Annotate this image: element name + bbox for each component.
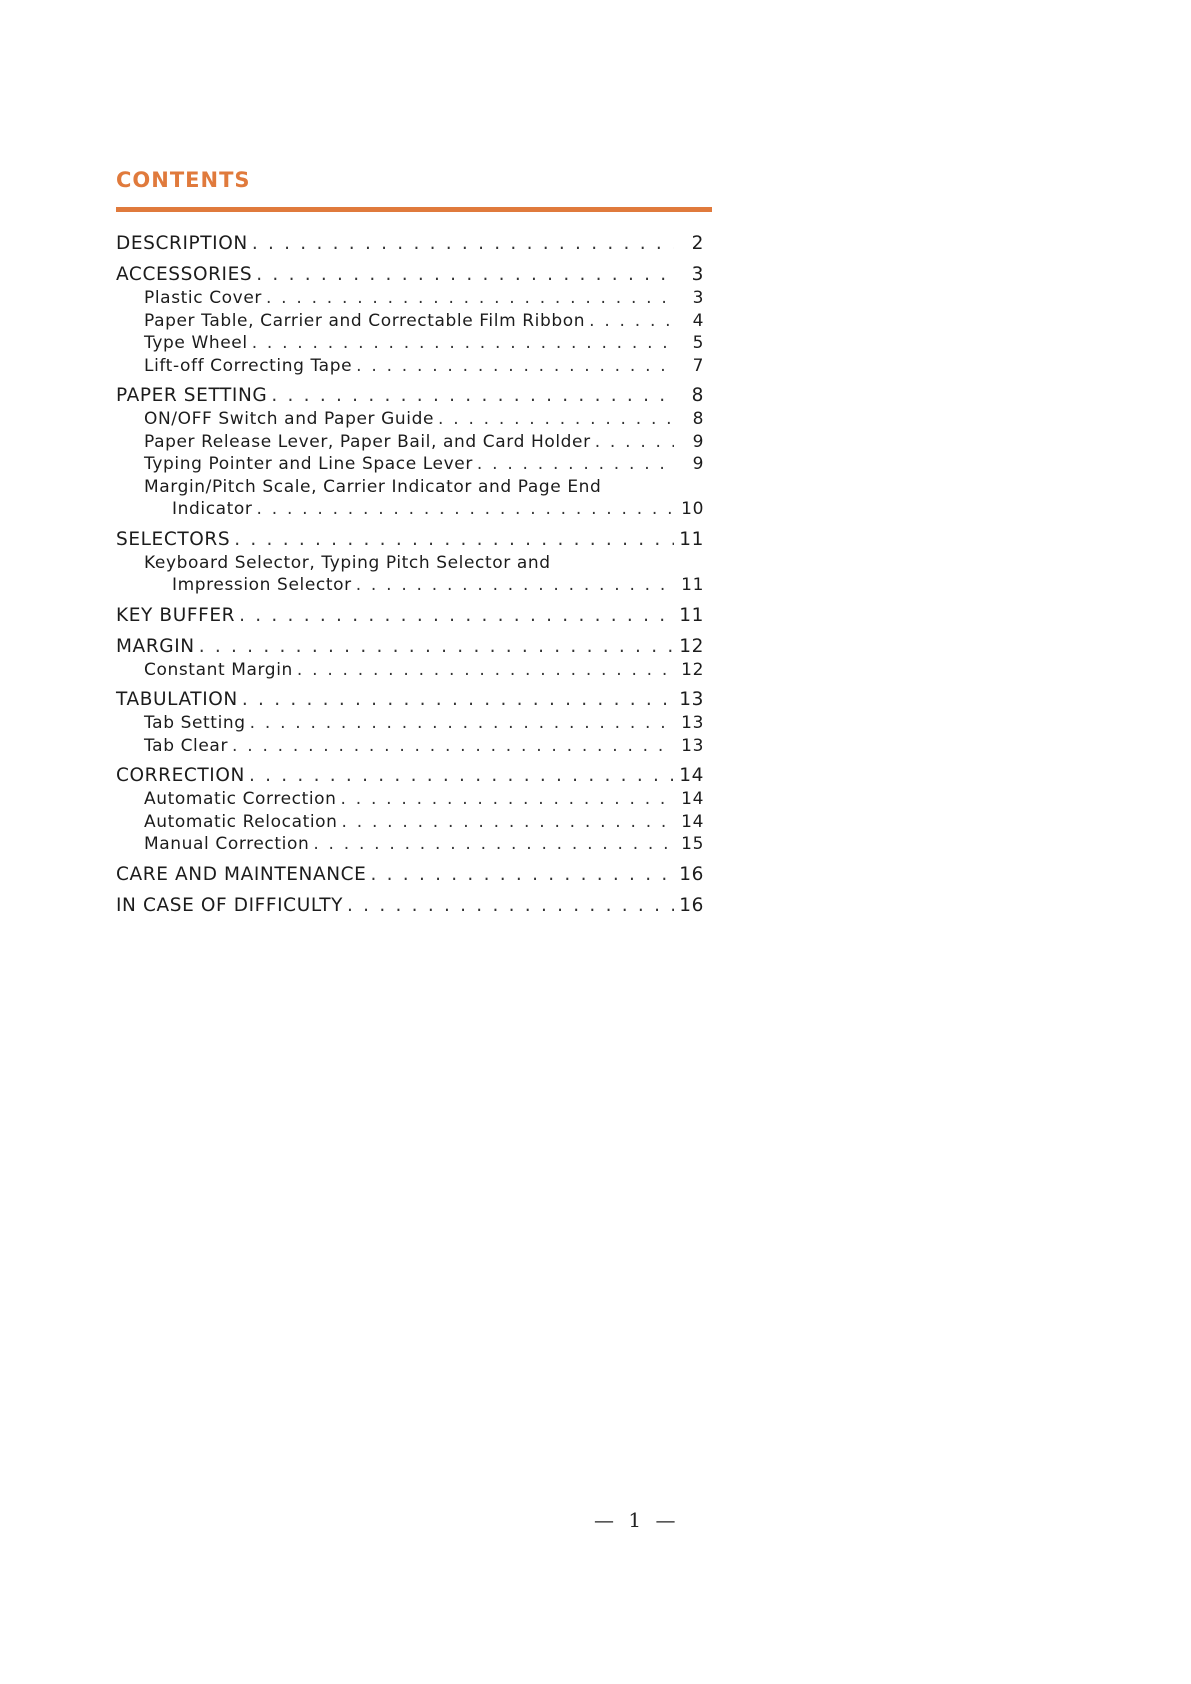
toc-page-number: 14	[681, 811, 704, 832]
dot-leader	[589, 310, 674, 333]
toc-entry-label: KEY BUFFER	[116, 604, 236, 626]
toc-subentry-row	[116, 310, 704, 333]
title-divider	[116, 207, 712, 212]
dot-leader	[256, 263, 674, 287]
toc-page-number: 3	[692, 288, 704, 308]
toc-heading-row	[116, 232, 704, 256]
toc-page-number: 9	[692, 454, 704, 474]
toc-subentry-row	[116, 712, 704, 735]
toc-entry-label: Paper Release Lever, Paper Bail, and Card Holder	[144, 431, 591, 452]
toc-entry-label: Tab Setting	[144, 713, 246, 733]
toc-subentry-row	[116, 453, 704, 476]
dot-leader	[341, 788, 674, 811]
page-number: — 1 —	[594, 1508, 680, 1532]
toc-heading-row	[116, 635, 704, 659]
toc-page-number: 7	[692, 355, 704, 376]
toc-section-care-and-maintenance	[116, 863, 704, 887]
dot-leader	[242, 688, 674, 712]
toc-subentry-row	[116, 788, 704, 811]
toc-page-number: 13	[681, 735, 704, 756]
toc-page-number: 15	[681, 834, 704, 854]
dot-leader	[249, 764, 674, 788]
toc-section-tabulation	[116, 688, 704, 757]
dot-leader	[370, 863, 674, 887]
dot-leader	[438, 408, 674, 431]
dot-leader	[266, 287, 674, 310]
toc-entry-label: ACCESSORIES	[116, 264, 253, 285]
toc-page-number: 13	[681, 713, 704, 733]
dot-leader	[297, 659, 674, 682]
dot-leader	[313, 833, 674, 856]
dot-leader	[239, 604, 674, 628]
toc-section-selectors	[116, 528, 704, 597]
toc-page-number: 8	[692, 409, 704, 429]
table-of-contents	[116, 232, 704, 925]
dot-leader	[347, 894, 674, 918]
toc-entry-label: TABULATION	[116, 689, 238, 710]
toc-page-number: 12	[681, 659, 704, 680]
toc-subentry-row	[116, 476, 704, 499]
toc-entry-label: Tab Clear	[144, 735, 229, 756]
toc-heading-row	[116, 528, 704, 552]
toc-heading-row	[116, 894, 704, 918]
toc-entry-label: Lift-off Correcting Tape	[144, 355, 353, 376]
toc-page-number: 9	[692, 431, 704, 452]
toc-subentry-row	[116, 408, 704, 431]
toc-page-number: 3	[691, 264, 704, 285]
toc-page-number: 11	[679, 604, 704, 626]
toc-page-number: 14	[679, 765, 704, 786]
toc-section-margin	[116, 635, 704, 682]
toc-entry-label: Manual Correction	[144, 834, 310, 854]
toc-heading-row	[116, 604, 704, 628]
toc-page-number: 14	[681, 789, 704, 809]
toc-subentry-row	[116, 659, 704, 682]
dot-leader	[477, 453, 674, 476]
toc-heading-row	[116, 863, 704, 887]
toc-subentry-row	[116, 735, 704, 758]
dot-leader	[356, 574, 674, 597]
toc-subentry-row	[116, 332, 704, 355]
dot-leader	[595, 431, 674, 454]
dot-leader	[356, 355, 674, 378]
toc-entry-label: Paper Table, Carrier and Correctable Film Ribbon	[144, 310, 586, 331]
toc-entry-label: Constant Margin	[144, 659, 293, 680]
toc-entry-label: MARGIN	[116, 635, 195, 657]
toc-page-number: 11	[679, 528, 704, 550]
toc-entry-label: SELECTORS	[116, 528, 231, 550]
toc-entry-label: Automatic Relocation	[144, 811, 338, 832]
dot-leader	[199, 635, 674, 659]
toc-subentry-row	[116, 431, 704, 454]
page-title: CONTENTS	[116, 168, 251, 192]
dot-leader	[252, 332, 674, 355]
toc-section-paper-setting	[116, 384, 704, 521]
toc-page-number: 8	[691, 385, 704, 406]
dot-leader	[257, 498, 674, 521]
toc-subentry-row	[116, 833, 704, 856]
toc-page-number: 13	[679, 689, 704, 710]
toc-page-number: 4	[692, 310, 704, 331]
toc-entry-label: Typing Pointer and Line Space Lever	[144, 454, 473, 474]
dot-leader	[234, 528, 674, 552]
toc-page-number: 10	[681, 499, 704, 519]
toc-page-number: 11	[681, 575, 704, 595]
toc-section-correction	[116, 764, 704, 856]
toc-subentry-continuation-row	[116, 498, 704, 521]
toc-entry-label: Margin/Pitch Scale, Carrier Indicator and Page End	[144, 476, 602, 497]
toc-entry-label: ON/OFF Switch and Paper Guide	[144, 409, 435, 429]
toc-section-accessories	[116, 263, 704, 377]
toc-entry-label: CARE AND MAINTENANCE	[116, 863, 367, 885]
toc-entry-label: Keyboard Selector, Typing Pitch Selector and	[144, 552, 551, 573]
toc-entry-label: DESCRIPTION	[116, 233, 248, 254]
dot-leader	[271, 384, 674, 408]
toc-entry-label: IN CASE OF DIFFICULTY	[116, 894, 344, 916]
toc-entry-label: Impression Selector	[172, 575, 352, 595]
toc-page-number: 12	[679, 635, 704, 657]
dot-leader	[250, 712, 674, 735]
toc-entry-label: Indicator	[172, 499, 253, 519]
toc-section-in-case-of-difficulty	[116, 894, 704, 918]
toc-heading-row	[116, 384, 704, 408]
toc-page-number: 16	[679, 863, 704, 885]
toc-entry-label: Plastic Cover	[144, 288, 262, 308]
toc-heading-row	[116, 764, 704, 788]
toc-heading-row	[116, 688, 704, 712]
toc-entry-label: CORRECTION	[116, 765, 245, 786]
toc-page-number: 2	[691, 233, 704, 254]
toc-page-number: 16	[679, 894, 704, 916]
dot-leader	[232, 735, 674, 758]
toc-subentry-row	[116, 287, 704, 310]
toc-entry-label: PAPER SETTING	[116, 385, 268, 406]
toc-subentry-row	[116, 552, 704, 575]
toc-subentry-row	[116, 355, 704, 378]
toc-section-key-buffer	[116, 604, 704, 628]
toc-subentry-continuation-row	[116, 574, 704, 597]
toc-heading-row	[116, 263, 704, 287]
toc-entry-label: Type Wheel	[144, 333, 248, 353]
toc-section-description	[116, 232, 704, 256]
toc-subentry-row	[116, 811, 704, 834]
toc-page-number: 5	[692, 333, 704, 353]
toc-entry-label: Automatic Correction	[144, 789, 337, 809]
dot-leader	[252, 232, 674, 256]
dot-leader	[342, 811, 674, 834]
